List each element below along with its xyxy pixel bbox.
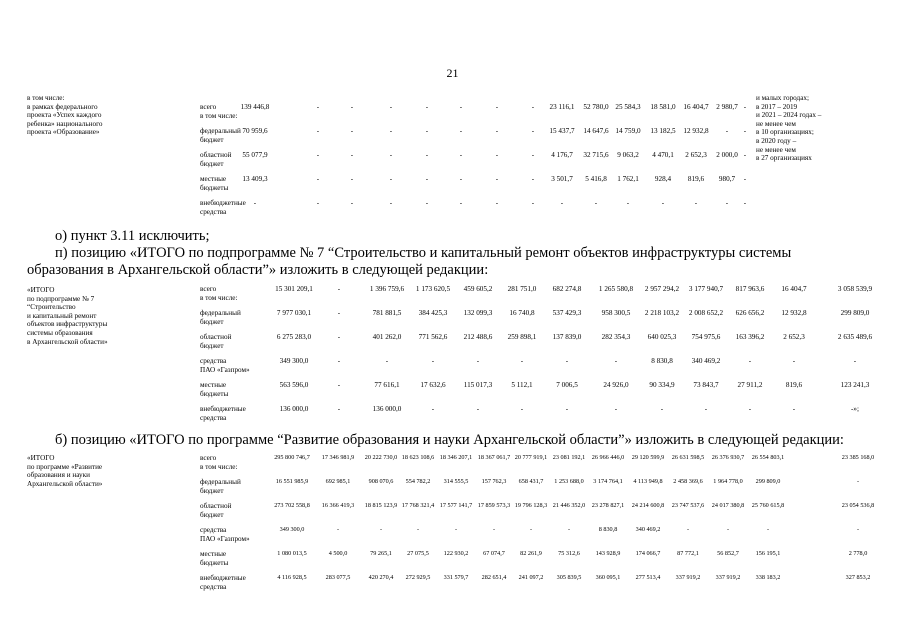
value-cell: 563 596,0 [279, 381, 309, 389]
value-cell: - [389, 175, 393, 183]
value-cell: 4 176,7 [551, 151, 573, 159]
paragraph-p-line2: образования в Архангельской области”» изложить в следующей редакции: [27, 262, 489, 278]
value-cell: 122 930,2 [443, 550, 469, 557]
value-cell: - [389, 199, 393, 207]
value-cell: - [416, 526, 420, 533]
value-cell: - [350, 151, 354, 159]
page-number: 21 [446, 66, 459, 80]
value-cell: 908 070,6 [368, 478, 394, 485]
value-cell: 401 262,0 [372, 333, 402, 341]
value-cell: 27 911,2 [737, 381, 763, 389]
value-cell: - [726, 526, 730, 533]
value-cell: 70 959,6 [242, 127, 268, 135]
value-cell: - [253, 199, 257, 207]
value-cell: 754 975,6 [691, 333, 721, 341]
value-cell: - [748, 357, 752, 365]
value-cell: 123 241,3 [840, 381, 870, 389]
value-cell: - [337, 285, 341, 293]
value-cell: 338 183,2 [755, 574, 781, 581]
value-cell: 12 932,8 [781, 309, 807, 317]
value-cell: 79 265,1 [370, 550, 392, 557]
value-cell: - [792, 357, 796, 365]
value-cell: 17 346 981,9 [321, 454, 355, 461]
value-cell: 136 000,0 [372, 405, 402, 413]
category-label: областной бюджет [200, 502, 232, 519]
value-cell: 26 554 803,1 [751, 454, 785, 461]
value-cell: - [495, 175, 499, 183]
value-cell: - [694, 199, 698, 207]
value-cell: 928,4 [654, 175, 672, 183]
value-cell: 18 367 061,7 [477, 454, 511, 461]
value-cell: 15 437,7 [549, 127, 575, 135]
value-cell: 4 113 949,8 [633, 478, 663, 485]
value-cell: - [337, 381, 341, 389]
value-cell: 18 623 108,6 [401, 454, 435, 461]
value-cell: 314 555,5 [443, 478, 469, 485]
value-cell: 2 652,3 [685, 151, 707, 159]
value-cell: 3 058 539,9 [837, 285, 873, 293]
value-cell: 75 312,6 [558, 550, 580, 557]
value-cell: 77 616,1 [374, 381, 400, 389]
value-cell: 282 651,4 [481, 574, 507, 581]
value-cell: 13 409,3 [242, 175, 268, 183]
value-cell: 305 839,5 [556, 574, 582, 581]
value-cell: - [531, 199, 535, 207]
category-label: средства ПАО «Газпром» [200, 357, 250, 374]
category-label: средства ПАО «Газпром» [200, 526, 250, 543]
value-cell: 82 261,9 [520, 550, 542, 557]
value-cell: 24 926,0 [603, 381, 629, 389]
value-cell: 9 063,2 [617, 151, 639, 159]
value-cell: 337 919,2 [675, 574, 701, 581]
value-cell: 626 656,2 [735, 309, 765, 317]
value-cell: - [476, 357, 480, 365]
value-cell: - [454, 526, 458, 533]
category-label: всего в том числе: [200, 454, 238, 471]
value-cell: - [492, 526, 496, 533]
value-cell: 4 116 928,5 [277, 574, 307, 581]
value-cell: 23 116,1 [549, 103, 575, 111]
value-cell: 2 008 652,2 [688, 309, 724, 317]
block3-description: «ИТОГО по программе «Развитие образования и науки Архангельской области» [27, 454, 103, 488]
value-cell: 2 980,7 [716, 103, 738, 111]
value-cell: 340 469,2 [635, 526, 661, 533]
value-cell: 241 097,2 [518, 574, 544, 581]
value-cell: 327 853,2 [845, 574, 871, 581]
block2-description: «ИТОГО по подпрограмме № 7 “Строительство и капитальный ремонт объектов инфраструктуры системы образования в Архангельской области» [27, 286, 108, 346]
value-cell: 1 080 013,5 [277, 550, 307, 557]
value-cell: 283 077,5 [325, 574, 351, 581]
value-cell: 24 214 600,8 [631, 502, 665, 509]
value-cell: 2 458 369,6 [673, 478, 703, 485]
value-cell: 5 112,1 [511, 381, 533, 389]
value-cell: - [766, 526, 770, 533]
value-cell: - [725, 199, 729, 207]
value-cell: - [350, 199, 354, 207]
value-cell: - [495, 151, 499, 159]
value-cell: 299 809,0 [840, 309, 870, 317]
value-cell: 459 605,2 [463, 285, 493, 293]
value-cell: - [389, 103, 393, 111]
value-cell: - [520, 405, 524, 413]
value-cell: - [743, 175, 747, 183]
value-cell: 1 964 778,0 [713, 478, 743, 485]
value-cell: 4 500,0 [328, 550, 348, 557]
value-cell: 682 274,8 [552, 285, 582, 293]
value-cell: 781 881,5 [372, 309, 402, 317]
value-cell: 2 000,0 [716, 151, 738, 159]
value-cell: - [350, 103, 354, 111]
category-label: федеральный бюджет [200, 127, 241, 144]
value-cell: 14 759,0 [615, 127, 641, 135]
value-cell: - [425, 199, 429, 207]
value-cell: 384 425,3 [418, 309, 448, 317]
value-cell: 139 446,8 [240, 103, 270, 111]
paragraph-p-line1: п) позицию «ИТОГО по подпрограмме № 7 “Строительство и капитальный ремонт объектов инфраструктуры системы [55, 245, 792, 261]
value-cell: - [560, 199, 564, 207]
value-cell: 2 957 294,2 [644, 285, 680, 293]
value-cell: 5 416,8 [585, 175, 607, 183]
value-cell: - [856, 478, 860, 485]
value-cell: 26 966 446,0 [591, 454, 625, 461]
value-cell: - [660, 405, 664, 413]
value-cell: - [531, 175, 535, 183]
value-cell: - [316, 175, 320, 183]
value-cell: 212 488,6 [463, 333, 493, 341]
category-label: внебюджетные средства [200, 574, 246, 591]
value-cell: 554 782,2 [405, 478, 431, 485]
value-cell: 136 000,0 [279, 405, 309, 413]
value-cell: 3 177 940,7 [688, 285, 724, 293]
value-cell: - [459, 127, 463, 135]
value-cell: 12 932,8 [683, 127, 709, 135]
value-cell: 14 647,6 [583, 127, 609, 135]
value-cell: 23 081 192,1 [552, 454, 586, 461]
value-cell: 281 751,0 [507, 285, 537, 293]
value-cell: - [531, 103, 535, 111]
value-cell: - [614, 357, 618, 365]
value-cell: - [725, 127, 729, 135]
value-cell: - [614, 405, 618, 413]
value-cell: - [520, 357, 524, 365]
value-cell: -»; [851, 405, 859, 413]
value-cell: - [337, 309, 341, 317]
value-cell: - [529, 526, 533, 533]
value-cell: 15 301 209,1 [275, 285, 313, 293]
value-cell: - [748, 405, 752, 413]
value-cell: 819,6 [687, 175, 705, 183]
value-cell: 2 652,3 [783, 333, 805, 341]
category-label: федеральный бюджет [200, 478, 241, 495]
value-cell: 277 513,4 [635, 574, 661, 581]
paragraph-o: о) пункт 3.11 исключить; [55, 228, 210, 244]
value-cell: - [316, 103, 320, 111]
value-cell: 8 830,8 [651, 357, 673, 365]
value-cell: 156 195,1 [755, 550, 781, 557]
value-cell: - [792, 405, 796, 413]
value-cell: 4 470,1 [652, 151, 674, 159]
value-cell: - [661, 199, 665, 207]
value-cell: 537 429,3 [552, 309, 582, 317]
value-cell: 115 017,3 [463, 381, 493, 389]
value-cell: 1 396 759,6 [369, 285, 405, 293]
block1-note: и малых городах; в 2017 – 2019 и 2021 – 2024 годах – не менее чем в 10 организациях; в 2020 году – не менее чем в 27 организациях [756, 94, 822, 163]
value-cell: 980,7 [718, 175, 736, 183]
value-cell: 273 702 558,8 [274, 502, 310, 509]
value-cell: - [350, 175, 354, 183]
value-cell: 143 928,9 [595, 550, 621, 557]
value-cell: 16 366 419,3 [321, 502, 355, 509]
value-cell: 1 253 688,0 [554, 478, 584, 485]
category-label: внебюджетные средства [200, 199, 246, 216]
value-cell: 18 815 123,9 [364, 502, 398, 509]
category-label: местные бюджеты [200, 550, 229, 567]
value-cell: 27 075,5 [407, 550, 429, 557]
value-cell: 2 635 489,6 [837, 333, 873, 341]
value-cell: - [389, 127, 393, 135]
value-cell: 17 577 141,7 [439, 502, 473, 509]
value-cell: 87 772,1 [677, 550, 699, 557]
value-cell: - [459, 103, 463, 111]
category-label: областной бюджет [200, 151, 232, 168]
value-cell: - [350, 127, 354, 135]
value-cell: - [495, 199, 499, 207]
value-cell: - [565, 405, 569, 413]
value-cell: 1 762,1 [617, 175, 639, 183]
value-cell: 23 747 537,6 [671, 502, 705, 509]
value-cell: - [459, 175, 463, 183]
value-cell: 29 120 599,9 [631, 454, 665, 461]
value-cell: - [626, 199, 630, 207]
value-cell: - [337, 333, 341, 341]
value-cell: - [316, 199, 320, 207]
category-label: внебюджетные средства [200, 405, 246, 422]
category-label: областной бюджет [200, 333, 232, 350]
value-cell: - [495, 103, 499, 111]
value-cell: 52 780,0 [583, 103, 609, 111]
value-cell: 259 898,1 [507, 333, 537, 341]
value-cell: 16 404,7 [683, 103, 709, 111]
value-cell: 6 275 283,0 [276, 333, 312, 341]
value-cell: - [379, 526, 383, 533]
value-cell: - [385, 357, 389, 365]
value-cell: 67 074,7 [483, 550, 505, 557]
value-cell: 8 830,8 [598, 526, 618, 533]
value-cell: 299 809,0 [755, 478, 781, 485]
value-cell: 282 354,3 [601, 333, 631, 341]
paragraph-b: б) позицию «ИТОГО по программе “Развитие образования и науки Архангельской области”» изложить в следующей редакции: [55, 432, 844, 448]
value-cell: 2 778,0 [848, 550, 868, 557]
value-cell: - [567, 526, 571, 533]
value-cell: 25 760 615,8 [751, 502, 785, 509]
value-cell: - [531, 151, 535, 159]
value-cell: 23 278 827,1 [591, 502, 625, 509]
value-cell: 349 300,0 [279, 357, 309, 365]
value-cell: - [389, 151, 393, 159]
value-cell: - [336, 526, 340, 533]
value-cell: 18 346 207,1 [439, 454, 473, 461]
value-cell: 16 740,8 [509, 309, 535, 317]
value-cell: - [431, 405, 435, 413]
value-cell: - [459, 199, 463, 207]
value-cell: 272 929,5 [405, 574, 431, 581]
value-cell: 56 852,7 [717, 550, 739, 557]
value-cell: 32 715,6 [583, 151, 609, 159]
value-cell: 24 017 380,8 [711, 502, 745, 509]
value-cell: - [743, 151, 747, 159]
value-cell: 295 800 746,7 [274, 454, 310, 461]
value-cell: 17 859 573,3 [477, 502, 511, 509]
category-label: федеральный бюджет [200, 309, 241, 326]
value-cell: 17 632,6 [420, 381, 446, 389]
value-cell: 340 469,2 [691, 357, 721, 365]
value-cell: 26 631 598,5 [671, 454, 705, 461]
value-cell: 18 581,0 [650, 103, 676, 111]
value-cell: - [704, 405, 708, 413]
value-cell: 13 182,5 [650, 127, 676, 135]
value-cell: 132 099,3 [463, 309, 493, 317]
block1-description: в том числе: в рамках федерального проекта «Успех каждого ребенка» национального проекта «Образование» [27, 94, 103, 137]
value-cell: - [853, 357, 857, 365]
value-cell: - [594, 199, 598, 207]
value-cell: 360 095,1 [595, 574, 621, 581]
category-label: местные бюджеты [200, 175, 229, 192]
value-cell: 163 396,2 [735, 333, 765, 341]
value-cell: 157 762,3 [481, 478, 507, 485]
value-cell: 3 174 764,1 [593, 478, 623, 485]
value-cell: 20 222 730,0 [364, 454, 398, 461]
category-label: всего в том числе: [200, 103, 238, 120]
value-cell: 958 300,5 [601, 309, 631, 317]
value-cell: 90 334,9 [649, 381, 675, 389]
value-cell: 16 404,7 [781, 285, 807, 293]
value-cell: 819,6 [785, 381, 803, 389]
value-cell: - [316, 151, 320, 159]
value-cell: 19 796 128,3 [514, 502, 548, 509]
value-cell: - [743, 199, 747, 207]
value-cell: 26 376 930,7 [711, 454, 745, 461]
value-cell: 7 977 030,1 [276, 309, 312, 317]
value-cell: 25 584,3 [615, 103, 641, 111]
value-cell: - [476, 405, 480, 413]
value-cell: 331 579,7 [443, 574, 469, 581]
value-cell: - [337, 405, 341, 413]
value-cell: - [459, 151, 463, 159]
value-cell: 337 919,2 [715, 574, 741, 581]
value-cell: - [337, 357, 341, 365]
value-cell: 1 173 620,5 [415, 285, 451, 293]
value-cell: 640 025,3 [647, 333, 677, 341]
value-cell: 55 077,9 [242, 151, 268, 159]
value-cell: 2 218 103,2 [644, 309, 680, 317]
value-cell: - [565, 357, 569, 365]
category-label: всего в том числе: [200, 285, 238, 302]
value-cell: 16 551 985,9 [275, 478, 309, 485]
value-cell: 21 446 352,0 [552, 502, 586, 509]
value-cell: - [856, 526, 860, 533]
value-cell: - [686, 526, 690, 533]
value-cell: - [425, 151, 429, 159]
value-cell: - [425, 103, 429, 111]
value-cell: 692 985,1 [325, 478, 351, 485]
value-cell: - [743, 103, 747, 111]
value-cell: - [743, 127, 747, 135]
value-cell: 420 270,4 [368, 574, 394, 581]
value-cell: 3 501,7 [551, 175, 573, 183]
value-cell: 20 777 919,1 [514, 454, 548, 461]
value-cell: - [425, 127, 429, 135]
value-cell: 771 562,6 [418, 333, 448, 341]
value-cell: 1 265 580,8 [598, 285, 634, 293]
value-cell: 17 768 321,4 [401, 502, 435, 509]
value-cell: 23 054 536,8 [841, 502, 875, 509]
value-cell: 174 066,7 [635, 550, 661, 557]
value-cell: - [425, 175, 429, 183]
value-cell: 73 843,7 [693, 381, 719, 389]
value-cell: - [495, 127, 499, 135]
value-cell: - [531, 127, 535, 135]
value-cell: 23 385 168,0 [841, 454, 875, 461]
value-cell: - [316, 127, 320, 135]
value-cell: 658 431,7 [518, 478, 544, 485]
category-label: местные бюджеты [200, 381, 229, 398]
value-cell: - [431, 357, 435, 365]
value-cell: 7 006,5 [556, 381, 578, 389]
value-cell: 349 300,0 [279, 526, 305, 533]
value-cell: 817 963,6 [735, 285, 765, 293]
value-cell: 137 839,0 [552, 333, 582, 341]
